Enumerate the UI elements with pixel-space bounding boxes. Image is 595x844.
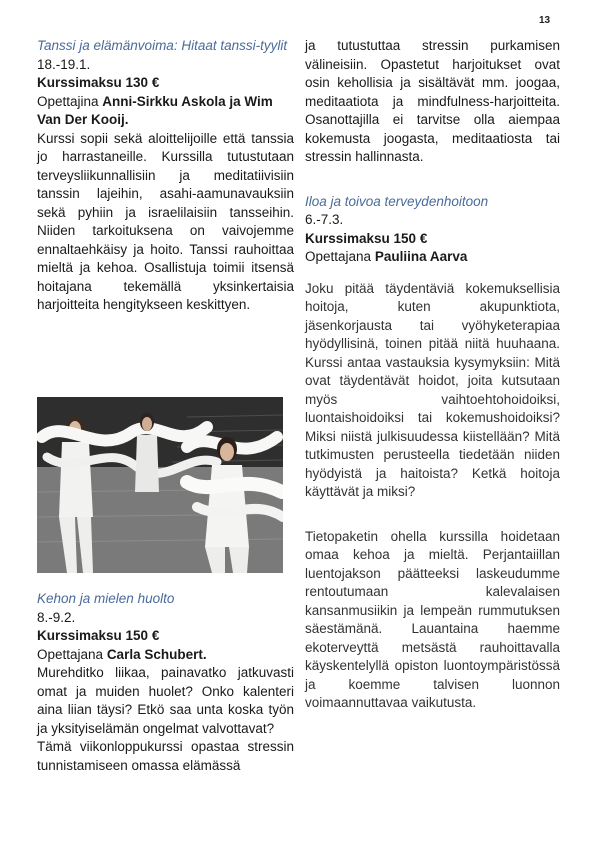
course-description-cont: Tämä viikonloppukurssi opastaa stressin tunnistamiseen omassa elämässä [37, 739, 294, 773]
left-column [37, 37, 294, 315]
course-description-cont: Tietopaketin ohella kurssilla hoidetaan omaa kehoa ja mieltä. Perjantaiillan luentojakson päätteeksi laskeudumme rentoutumaan kalevalaisen kansanmusiikin ja lempeän rummutuksen säestämänä. Lauantaina haemme ekoterveyttä metsästä rauhoittavalla käyskentelyllä opiston luontoympäristössä ja koemme talvisen luonnon voimaannuttavaa vaikutusta. [305, 528, 560, 710]
photo-illustration [37, 397, 283, 573]
dancers-photo [37, 397, 283, 573]
course-fee: Kurssimaksu 150 € [37, 628, 160, 643]
teacher-names: Anni-Sirkku Askola ja Wim Van Der Kooij. [37, 93, 273, 127]
course-title: Iloa ja toivoa terveydenhoitoon [305, 193, 489, 209]
teacher-prefix: Opettajana [305, 249, 375, 264]
course-fee: Kurssimaksu 130 € [37, 75, 160, 90]
course-dance [37, 37, 294, 315]
course-fee: Kurssimaksu 150 € [305, 230, 428, 246]
teacher-names: Pauliina Aarva [374, 249, 468, 264]
continued-description: ja tutustuttaa stressin purkamisen välineisiin. Opastetut harjoitukset ovat osin kehollisia ja sisältävät mm. joogaa, meditaatiota ja mindfulness-harjoitteita. Osanottajilla ei tarvitse olla aiempaa kokemusta joogasta, meditaatiosta tai stressin hallinnasta. [305, 38, 560, 164]
teacher-prefix: Opettajina [37, 93, 103, 109]
course-body-mind [37, 590, 294, 775]
course-title: Tanssi ja elämänvoima: Hitaat tanssi-tyylit [37, 38, 288, 53]
course-teacher [37, 646, 294, 665]
teacher-prefix: Opettajana [37, 646, 107, 662]
course-dates: 6.-7.3. [305, 212, 344, 227]
course-teacher [37, 93, 294, 130]
course-description: Joku pitää täydentäviä kokemuksellisia hoitoja, kuten akupunktiota, jäsenkorjausta tai vyöhyketerapiaa hyödyllisinä, toinen pitää niitä huuhaana. Kurssi antaa vastauksia kysymyksiin: Mitä ovat täydentävät hoidot, joita kutsutaan myös vaihtoehtohoidoiksi, luontaishoidoiksi tai kokemushoidoiksi? Miksi niistä julkisuudessa kiistellään? Mitä tutkimusten perusteella tiedetään niiden hyödyistä ja haitoista? Ketkä hoitoja käyttävät ja miksi? [305, 280, 560, 499]
course-description: Kurssi sopii sekä aloittelijoille että tanssia jo harrastaneille. Kurssilla tutustutaan terveysliikunnallisiin ja meditatiivisiin tanssin lajeihin, asahi-aamunavauksiin sekä pyhiin ja israelilaisiin tansseihin. Niiden tarkoituksena on vaivojemme ennaltaehkäisy ja hoito. Tanssi rauhoittaa mieltä ja kehoa. Osallistuja toimii itsensä hoitajana tekemällä yksinkertaisia harjoitteita hengitykseen keskittyen. [37, 130, 294, 312]
left-column-bottom [37, 590, 294, 775]
course-description: Murehditko liikaa, painavatko jatkuvasti omat ja muiden huolet? Onko kalenteri aina liian täysi? Etkö saa unta koska työn ja yksityiselämän ongelmat valvottavat? [37, 665, 294, 736]
right-column [305, 37, 560, 713]
course-health [305, 193, 560, 713]
course-title: Kehon ja mielen huolto [37, 591, 175, 606]
course-dates: 18.-19.1. [37, 56, 91, 72]
course-dates: 8.-9.2. [37, 609, 76, 625]
page-number: 13 [539, 15, 551, 26]
teacher-names: Carla Schubert. [106, 646, 207, 662]
course-teacher [305, 248, 560, 267]
